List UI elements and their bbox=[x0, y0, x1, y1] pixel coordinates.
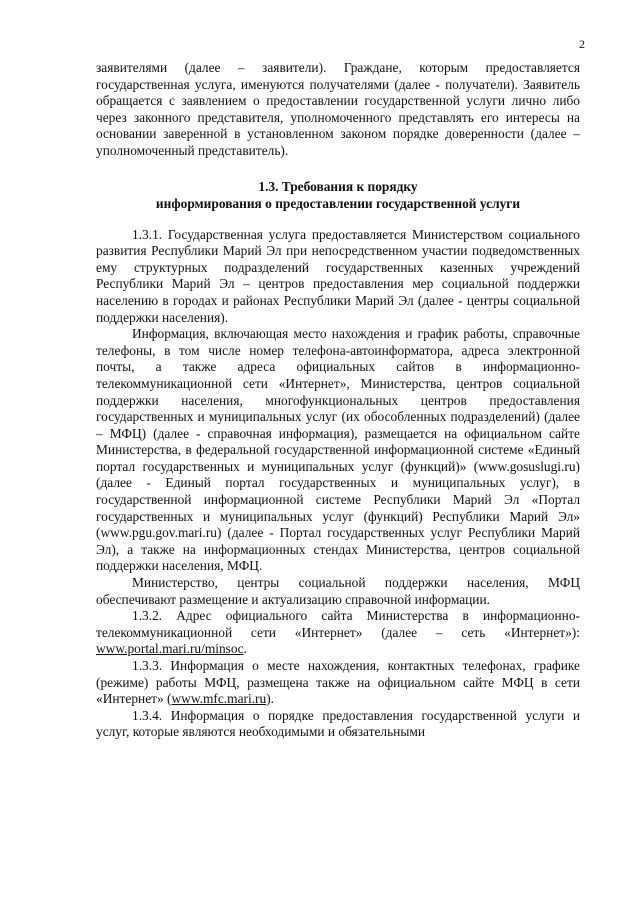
paragraph-1-3-4: 1.3.4. Информация о порядке предоставления государственной услуги и услуг, которые являются необходимыми и обязательными bbox=[96, 707, 580, 740]
mfc-site-link[interactable]: www.mfc.mari.ru bbox=[171, 691, 267, 707]
paragraph-1-3-3 bbox=[96, 658, 580, 708]
paragraph-ministry: Министерство, центры социальной поддержки населения, МФЦ обеспечивают размещение и актуализацию справочной информации. bbox=[96, 575, 580, 607]
paragraph-1-3-2 bbox=[96, 608, 580, 658]
section-heading-line-2: информирования о предоставлении государственной услуги bbox=[155, 195, 521, 211]
paragraph-1-3-2-text: 1.3.2. Адрес официального сайта Министерства в информационно-телекоммуникационной сети «Интернет» (далее – сеть «Интернет»): bbox=[96, 608, 580, 640]
document-body bbox=[96, 60, 580, 741]
paragraph-1-3-3-end: ). bbox=[266, 691, 275, 707]
paragraph-1-3-1: 1.3.1. Государственная услуга предоставляется Министерством социального развития Республики Марий Эл при непосредственном участии подведомственных ему структурных подразделений государственных казенных учреждений Республики Марий Эл – центров предоставления мер социальной поддержки населению в городах и районах Республики Марий Эл (далее - центры социальной поддержки населения). bbox=[96, 226, 580, 325]
section-heading-line-1: 1.3. Требования к порядку bbox=[258, 178, 418, 194]
ministry-site-link[interactable]: www.portal.mari.ru/minsoc bbox=[96, 641, 244, 657]
section-heading bbox=[96, 178, 580, 212]
page-number: 2 bbox=[579, 37, 585, 51]
paragraph-applicants: заявителями (далее – заявители). Граждане, которым предоставляется государственная услуга, именуются получателями (далее - получатели). Заявитель обращается с заявлением о предоставлении государственной услуги лично либо через законного представителя, уполномоченного представлять его интересы на основании заверенной в установленном законом порядке доверенности (далее – уполномоченный представитель). bbox=[96, 60, 580, 158]
paragraph-information: Информация, включающая место нахождения и график работы, справочные телефоны, в том числе номер телефона-автоинформатора, адреса электронной почты, а также адреса официальных сайтов в информационно-телекоммуникационной сети «Интернет», Министерства, центров социальной поддержки населения, многофункциональных центров предоставления государственных и муниципальных услуг (их обособленных подразделений) (далее – МФЦ) (далее - справочная информация), размещается на официальном сайте Министерства, в федеральной государственной информационной системе «Единый портал государственных и муниципальных услуг (функций)» (www.gosuslugi.ru) (далее - Единый портал государственных и муниципальных услуг), в государственной информационной системе Республики Марий Эл «Портал государственных и муниципальных услуг (функций) Республики Марий Эл» (www.pgu.gov.mari.ru) (далее - Портал государственных услуг Республики Марий Эл), а также на информационных стендах Министерства, центров социальной поддержки населения, МФЦ. bbox=[96, 326, 580, 574]
paragraph-1-3-3-text: 1.3.3. Информация о месте нахождения, контактных телефонах, графике (режиме) работы МФЦ, размещена также на официальном сайте МФЦ в сети «Интернет» ( bbox=[96, 658, 580, 707]
paragraph-1-3-2-end: . bbox=[243, 641, 247, 657]
